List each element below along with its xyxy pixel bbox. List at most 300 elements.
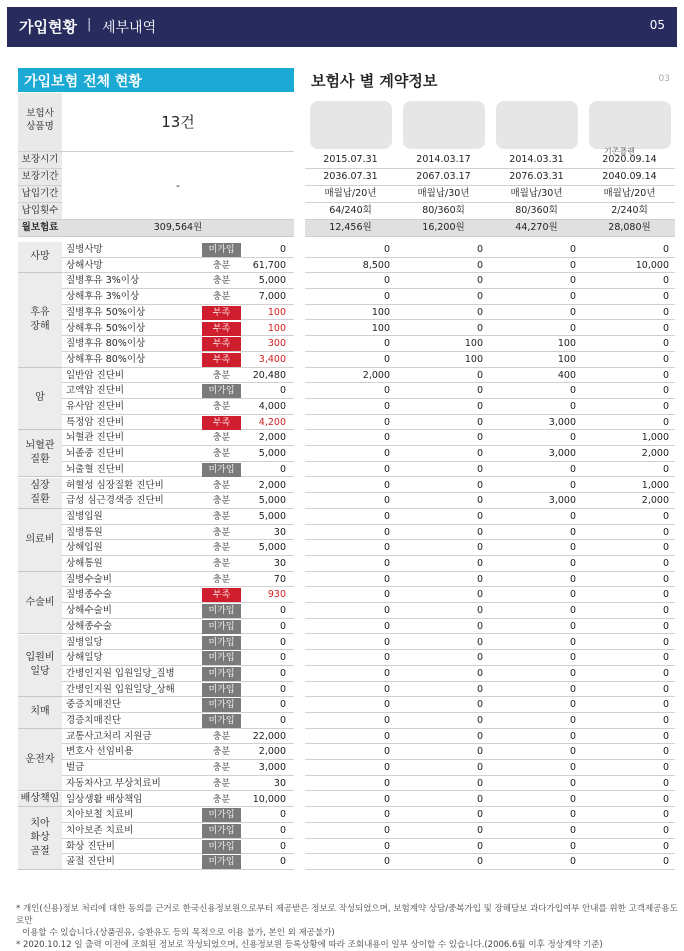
contract-value: 0 <box>383 762 390 774</box>
contract-value: 0 <box>476 385 483 397</box>
contract-value: 0 <box>476 542 483 554</box>
status-badge: 부족 <box>202 306 241 320</box>
contract-value: 0 <box>476 715 483 726</box>
contract-value: 0 <box>383 510 390 522</box>
contract-values-row <box>305 603 675 619</box>
contract-value: 0 <box>476 620 483 632</box>
contract-value: 0 <box>662 667 669 679</box>
contract-value: 0 <box>569 306 576 318</box>
coverage-amount: 0 <box>279 652 286 664</box>
contract-value: 0 <box>383 479 390 491</box>
coverage-row <box>62 603 294 619</box>
contract-value: 0 <box>476 683 483 695</box>
coverage-row <box>62 556 294 572</box>
status-badge: 충분 <box>212 292 231 303</box>
coverage-row <box>62 399 294 415</box>
coverage-row <box>62 305 294 321</box>
coverage-row <box>62 446 294 462</box>
contract-value: 0 <box>569 652 576 664</box>
contract-value: 0 <box>476 306 483 318</box>
contract-value: 1,000 <box>641 432 669 444</box>
contract-values-row <box>305 305 675 321</box>
product-count: 13건 <box>62 93 294 152</box>
status-badge: 미가입 <box>202 463 241 477</box>
coverage-item-label: 특정암 진단비 <box>66 416 125 428</box>
contract-value: 0 <box>476 824 483 836</box>
contract-value: 0 <box>383 840 390 852</box>
contract-value: 0 <box>569 322 576 334</box>
contract-values-row <box>305 666 675 682</box>
contract-value: 0 <box>662 416 669 428</box>
contract-values-row <box>305 368 675 384</box>
contract-value: 0 <box>476 291 483 303</box>
status-badge: 충분 <box>212 559 231 569</box>
contract-value: 0 <box>569 856 576 868</box>
contract-values-row <box>305 713 675 729</box>
contract-values-row <box>305 729 675 745</box>
status-badge: 충분 <box>212 276 231 287</box>
contract-value: 0 <box>476 479 483 491</box>
coverage-row <box>62 509 294 525</box>
coverage-row <box>62 462 294 478</box>
coverage-item-label: 간병인지원 입원일당_상해 <box>66 683 175 695</box>
contract-value: 0 <box>569 244 576 255</box>
contract-value: 0 <box>383 777 390 789</box>
contract-value: 0 <box>569 809 576 821</box>
status-badge: 미가입 <box>202 620 241 634</box>
contract-value: 0 <box>383 793 390 805</box>
coverage-row <box>62 587 294 603</box>
coverage-row <box>62 619 294 635</box>
coverage-amount: 22,000 <box>252 730 286 742</box>
contract-values-row <box>305 273 675 289</box>
coverage-amount: 5,000 <box>258 542 286 554</box>
contract-count: 80/360회 <box>515 205 558 216</box>
coverage-item-label: 고액암 진단비 <box>66 385 125 397</box>
contract-values-row <box>305 776 675 792</box>
contract-value: 0 <box>383 275 390 287</box>
coverage-item-label: 질병후유 50%이상 <box>66 306 146 318</box>
status-badge: 충분 <box>212 731 231 742</box>
contract-value: 0 <box>569 259 576 271</box>
contract-values-row <box>305 415 675 431</box>
contract-value: 0 <box>662 589 669 601</box>
contract-value: 0 <box>662 322 669 334</box>
contract-values-row <box>305 540 675 556</box>
contract-values-row <box>305 839 675 855</box>
status-badge: 미가입 <box>202 714 241 728</box>
coverage-item-label: 질병후유 80%이상 <box>66 338 146 350</box>
coverage-row <box>62 744 294 760</box>
contract-value: 0 <box>476 322 483 334</box>
status-badge: 충분 <box>212 511 231 522</box>
contract-value: 0 <box>476 636 483 648</box>
coverage-amount: 0 <box>279 244 286 255</box>
coverage-amount: 2,000 <box>258 479 286 491</box>
contract-value: 0 <box>662 463 669 475</box>
contract-value: 0 <box>569 793 576 805</box>
footer-note-1b: 이용할 수 있습니다.(상품권유, 승환유도 등의 목적으로 이용 불가, 본인 외 제공불가) <box>22 928 335 938</box>
contract-value: 0 <box>383 824 390 836</box>
contract-value: 0 <box>569 730 576 742</box>
contract-value: 0 <box>476 856 483 868</box>
insurer-logo-placeholder <box>310 101 392 149</box>
summary-label: 보장기간 <box>18 169 62 186</box>
coverage-row <box>62 383 294 399</box>
status-badge: 미가입 <box>202 855 241 869</box>
coverage-row <box>62 289 294 305</box>
contract-value: 0 <box>476 244 483 255</box>
contract-value: 0 <box>476 369 483 381</box>
contract-value: 0 <box>476 667 483 679</box>
coverage-amount: 0 <box>279 463 286 475</box>
contract-values-row <box>305 556 675 572</box>
coverage-group-label: 배상책임 <box>18 792 62 808</box>
coverage-row <box>62 368 294 384</box>
header-title: 가입현황 <box>19 18 77 36</box>
coverage-row <box>62 839 294 855</box>
coverage-item-label: 뇌혈관 진단비 <box>66 432 125 444</box>
coverage-amount: 4,000 <box>258 401 286 412</box>
coverage-amount: 0 <box>279 620 286 632</box>
status-badge: 부족 <box>202 337 241 351</box>
contract-value: 0 <box>383 463 390 475</box>
coverage-amount: 30 <box>273 777 286 789</box>
coverage-row <box>62 650 294 666</box>
coverage-row <box>62 854 294 870</box>
contract-values-row <box>305 289 675 305</box>
coverage-item-label: 질병일당 <box>66 636 103 648</box>
coverage-amount: 930 <box>267 589 286 601</box>
contract-value: 0 <box>662 353 669 365</box>
header-page-number: 05 <box>649 18 665 32</box>
product-label: 보험사 상품명 <box>18 93 62 152</box>
top-header-bar <box>7 7 677 47</box>
coverage-amount: 0 <box>279 824 286 836</box>
contract-value: 0 <box>662 291 669 303</box>
contract-premium: 28,080원 <box>608 222 651 233</box>
status-badge: 충분 <box>212 763 231 774</box>
contract-value: 0 <box>662 338 669 350</box>
contract-value: 0 <box>383 495 390 507</box>
status-badge: 미가입 <box>202 698 241 712</box>
coverage-row <box>62 666 294 682</box>
status-badge: 부족 <box>202 588 241 602</box>
status-badge: 미가입 <box>202 243 241 257</box>
contract-value: 0 <box>662 856 669 868</box>
contract-row-end <box>305 169 675 186</box>
contract-value: 0 <box>662 558 669 569</box>
coverage-row <box>62 792 294 808</box>
insurer-logo-placeholder <box>589 101 671 149</box>
status-badge: 충분 <box>212 433 231 444</box>
contract-value: 0 <box>476 652 483 664</box>
contract-end: 2067.03.17 <box>416 171 471 182</box>
contract-value: 0 <box>383 856 390 868</box>
contract-values-row <box>305 807 675 823</box>
contract-value: 0 <box>662 652 669 664</box>
contract-value: 0 <box>569 762 576 774</box>
contract-value: 0 <box>662 605 669 617</box>
contract-values-row <box>305 430 675 446</box>
footer-notes <box>16 903 684 951</box>
coverage-group-label: 후유 장해 <box>18 273 62 367</box>
coverage-amount: 20,480 <box>252 369 286 381</box>
contract-value: 0 <box>383 667 390 679</box>
coverage-row <box>62 776 294 792</box>
contract-value: 100 <box>464 353 483 365</box>
contract-pay_term: 매월납/20년 <box>603 188 656 199</box>
contract-value: 0 <box>569 840 576 852</box>
coverage-row <box>62 729 294 745</box>
contract-value: 0 <box>383 730 390 742</box>
contract-premium: 16,200원 <box>422 222 465 233</box>
status-badge: 충분 <box>212 260 231 271</box>
coverage-amount: 30 <box>273 526 286 538</box>
contract-value: 0 <box>569 479 576 491</box>
coverage-amount: 5,000 <box>258 275 286 287</box>
contract-value: 0 <box>383 432 390 444</box>
contract-end: 2076.03.31 <box>509 171 564 182</box>
status-badge: 미가입 <box>202 651 241 665</box>
coverage-item-label: 상해후유 80%이상 <box>66 353 146 365</box>
contract-value: 0 <box>662 777 669 789</box>
status-badge: 충분 <box>212 449 231 460</box>
coverage-amount: 0 <box>279 809 286 821</box>
contract-value: 0 <box>383 683 390 695</box>
contract-value: 2,000 <box>641 448 669 460</box>
coverage-row <box>62 352 294 368</box>
contract-value: 0 <box>476 699 483 711</box>
status-badge: 미가입 <box>202 636 241 650</box>
contract-value: 0 <box>383 636 390 648</box>
coverage-item-label: 질병사망 <box>66 244 103 255</box>
contract-values-row <box>305 854 675 870</box>
status-badge: 부족 <box>202 353 241 367</box>
contract-value: 0 <box>662 636 669 648</box>
coverage-row <box>62 273 294 289</box>
status-badge: 충분 <box>212 543 231 554</box>
contract-value: 0 <box>662 510 669 522</box>
contract-value: 10,000 <box>635 259 669 271</box>
contract-value: 0 <box>383 809 390 821</box>
coverage-item-label: 골절 진단비 <box>66 856 115 868</box>
contract-value: 0 <box>476 840 483 852</box>
coverage-item-label: 질병후유 3%이상 <box>66 275 140 287</box>
coverage-row <box>62 242 294 258</box>
contract-value: 0 <box>383 338 390 350</box>
contract-count: 64/240회 <box>329 205 372 216</box>
coverage-item-label: 치아보존 치료비 <box>66 824 134 836</box>
contract-value: 0 <box>383 589 390 601</box>
coverage-row <box>62 823 294 839</box>
status-badge: 미가입 <box>202 683 241 697</box>
right-panel-page: 03 <box>658 74 670 84</box>
contract-value: 0 <box>383 353 390 365</box>
contract-value: 0 <box>569 777 576 789</box>
contract-value: 0 <box>569 526 576 538</box>
contract-values-row <box>305 321 675 337</box>
contract-values-row <box>305 399 675 415</box>
coverage-amount: 0 <box>279 683 286 695</box>
status-badge: 미가입 <box>202 808 241 822</box>
coverage-amount: 30 <box>273 558 286 569</box>
coverage-group-label: 사망 <box>18 242 62 273</box>
contract-value: 0 <box>476 495 483 507</box>
status-badge: 충분 <box>212 402 231 412</box>
coverage-amount: 0 <box>279 636 286 648</box>
contract-values-row <box>305 760 675 776</box>
coverage-amount: 100 <box>267 306 286 318</box>
contract-value: 0 <box>662 526 669 538</box>
contract-value: 0 <box>569 683 576 695</box>
contract-value: 0 <box>569 746 576 758</box>
coverage-group-label: 뇌혈관 질환 <box>18 430 62 477</box>
contract-value: 100 <box>371 322 390 334</box>
contract-value: 0 <box>383 652 390 664</box>
coverage-item-label: 일상생활 배상책임 <box>66 793 143 805</box>
contract-value: 0 <box>383 605 390 617</box>
coverage-amount: 10,000 <box>252 793 286 805</box>
contract-values-row <box>305 258 675 274</box>
coverage-amount: 300 <box>267 338 286 350</box>
coverage-item-label: 질병입원 <box>66 510 103 522</box>
coverage-row <box>62 635 294 651</box>
contract-value: 0 <box>476 558 483 569</box>
coverage-item-label: 상해후유 3%이상 <box>66 291 140 303</box>
contract-value: 0 <box>383 291 390 303</box>
contract-value: 0 <box>662 730 669 742</box>
contract-value: 0 <box>476 777 483 789</box>
contract-start: 2014.03.31 <box>509 154 564 165</box>
contract-value: 0 <box>569 636 576 648</box>
status-badge: 충분 <box>212 574 231 585</box>
contract-value: 0 <box>662 369 669 381</box>
coverage-item-label: 질병종수술 <box>66 589 112 601</box>
coverage-item-label: 벌금 <box>66 762 85 774</box>
contract-value: 0 <box>476 463 483 475</box>
coverage-row <box>62 478 294 494</box>
contract-value: 0 <box>383 244 390 255</box>
coverage-amount: 0 <box>279 385 286 397</box>
coverage-item-label: 상해입원 <box>66 542 103 554</box>
header-subtitle: 세부내역 <box>102 20 157 36</box>
contract-value: 0 <box>476 275 483 287</box>
contract-value: 100 <box>557 338 576 350</box>
left-panel-title: 가입보험 전체 현황 <box>18 68 294 92</box>
coverage-item-label: 뇌출혈 진단비 <box>66 463 125 475</box>
contract-row-start <box>305 152 675 169</box>
insurer-logo-placeholder <box>496 101 578 149</box>
status-badge: 충분 <box>212 778 231 789</box>
contract-value: 0 <box>383 620 390 632</box>
contract-value: 100 <box>464 338 483 350</box>
contract-value: 0 <box>662 244 669 255</box>
contract-values-row <box>305 493 675 509</box>
contract-value: 0 <box>569 558 576 569</box>
contract-pay_term: 매월납/30년 <box>510 188 563 199</box>
contract-value: 0 <box>569 463 576 475</box>
contract-value: 0 <box>569 605 576 617</box>
contract-value: 0 <box>569 824 576 836</box>
contract-value: 0 <box>383 542 390 554</box>
coverage-amount: 100 <box>267 322 286 334</box>
coverage-row <box>62 572 294 588</box>
coverage-item-label: 교통사고처리 지원금 <box>66 730 152 742</box>
contract-value: 0 <box>476 573 483 585</box>
contract-value: 0 <box>383 448 390 460</box>
contract-value: 0 <box>476 416 483 428</box>
contract-value: 0 <box>662 306 669 318</box>
contract-value: 0 <box>476 526 483 538</box>
coverage-item-label: 상해종수술 <box>66 620 112 632</box>
contract-value: 0 <box>662 699 669 711</box>
contract-value: 0 <box>662 840 669 852</box>
coverage-item-label: 질병수술비 <box>66 573 112 585</box>
contract-end: 2040.09.14 <box>602 171 657 182</box>
coverage-item-label: 자동차사고 부상치료비 <box>66 777 161 789</box>
contract-value: 8,500 <box>362 259 390 271</box>
status-badge: 충분 <box>212 370 231 381</box>
contract-value: 0 <box>476 259 483 271</box>
contract-value: 0 <box>569 432 576 444</box>
right-panel-title: 보험사 별 계약정보 <box>311 72 438 90</box>
contract-values-row <box>305 587 675 603</box>
contract-value: 0 <box>476 510 483 522</box>
contract-value: 0 <box>476 762 483 774</box>
contract-values-row <box>305 525 675 541</box>
contract-premium: 12,456원 <box>329 222 372 233</box>
contract-value: 3,000 <box>548 495 576 507</box>
status-badge: 충분 <box>212 496 231 507</box>
contract-value: 0 <box>662 809 669 821</box>
contract-start: 2015.07.31 <box>323 154 378 165</box>
contract-end: 2036.07.31 <box>323 171 378 182</box>
coverage-amount: 61,700 <box>252 259 286 271</box>
coverage-group-label: 심장 질환 <box>18 478 62 509</box>
contract-values-row <box>305 462 675 478</box>
coverage-amount: 5,000 <box>258 495 286 507</box>
contract-value: 0 <box>383 526 390 538</box>
contract-values-row <box>305 619 675 635</box>
contract-values-row <box>305 792 675 808</box>
contract-start: 2020.09.14 <box>602 154 657 165</box>
status-badge: 미가입 <box>202 604 241 618</box>
contract-value: 2,000 <box>641 495 669 507</box>
coverage-item-label: 유사암 진단비 <box>66 401 125 412</box>
contract-value: 0 <box>476 589 483 601</box>
summary-merged-value: - <box>62 152 294 220</box>
coverage-group-label: 입원비 일당 <box>18 635 62 698</box>
coverage-amount: 0 <box>279 667 286 679</box>
contract-values-row <box>305 572 675 588</box>
coverage-item-label: 상해사망 <box>66 259 103 271</box>
contract-value: 0 <box>383 385 390 397</box>
premium-total: 309,564원 <box>62 220 294 237</box>
coverage-item-label: 허혈성 심장질환 진단비 <box>66 479 164 491</box>
contract-value: 0 <box>476 793 483 805</box>
coverage-row <box>62 697 294 713</box>
contract-value: 0 <box>569 510 576 522</box>
coverage-item-label: 뇌졸중 진단비 <box>66 448 125 460</box>
coverage-amount: 0 <box>279 840 286 852</box>
coverage-row <box>62 415 294 431</box>
status-badge: 부족 <box>202 322 241 336</box>
contract-value: 0 <box>662 793 669 805</box>
contract-values-row <box>305 823 675 839</box>
contract-value: 0 <box>569 385 576 397</box>
coverage-group-label: 운전자 <box>18 729 62 792</box>
